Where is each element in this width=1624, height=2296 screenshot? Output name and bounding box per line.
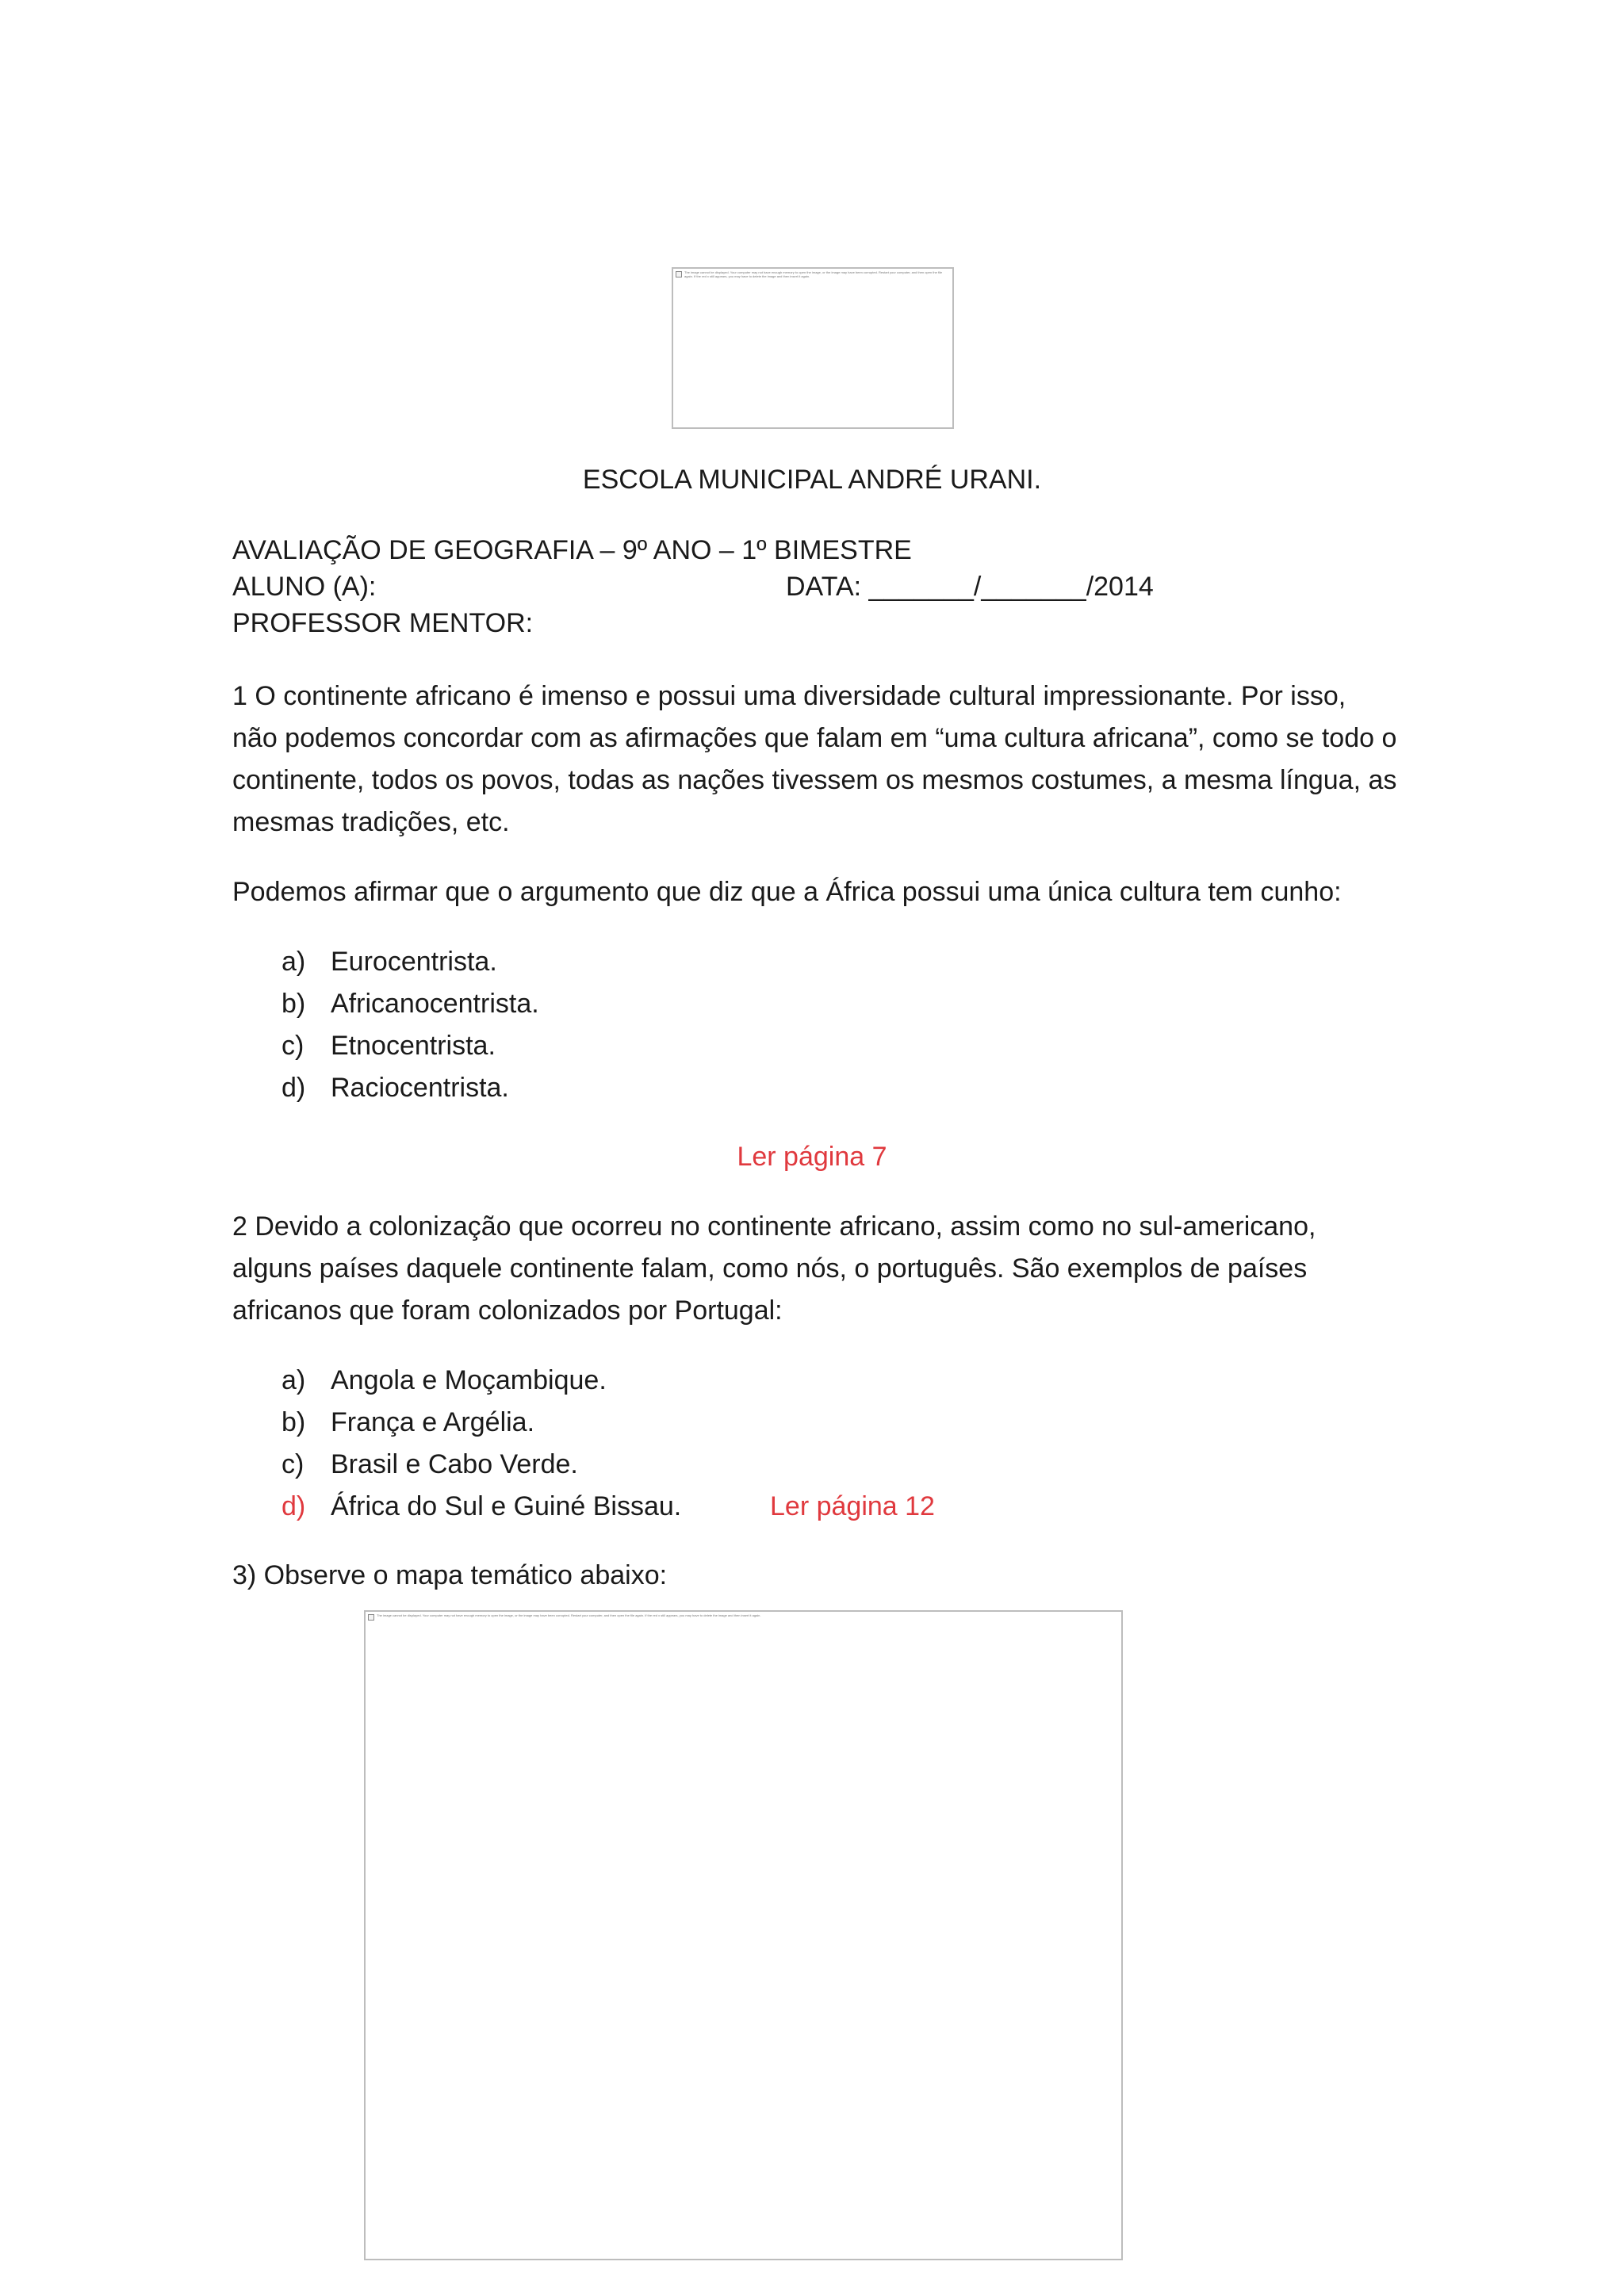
student-label: ALUNO (A): xyxy=(232,572,377,602)
q1-option-a-text: Eurocentrista. xyxy=(331,947,497,977)
q1-option-b-letter: b) xyxy=(282,989,306,1019)
question-1-text: 1 O continente africano é imenso e possui uma diversidade cultural impressionante. Por isso, não podemos concordar com as afirmações que falam em “uma cultura africana”, como se todo o continente, todos os povos, todas as nações tivessem os mesmos costumes, a mesma língua, as mesmas tradições, etc. xyxy=(232,681,1397,837)
q1-option-d-text: Raciocentrista. xyxy=(331,1073,509,1103)
q1-reading-note: Ler página 7 xyxy=(737,1142,887,1172)
q2-option-a-letter: a) xyxy=(282,1365,306,1395)
q2-option-b-text: França e Argélia. xyxy=(331,1407,535,1437)
teacher-label: PROFESSOR MENTOR: xyxy=(232,608,534,638)
question-2-text: 2 Devido a colonização que ocorreu no continente africano, assim como no sul-americano, alguns países daquele continente falam, como nós, o português. São exemplos de países africanos que foram colonizados por Portugal: xyxy=(232,1211,1316,1326)
q2-option-c-letter: c) xyxy=(282,1449,304,1479)
exam-title: AVALIAÇÃO DE GEOGRAFIA – 9º ANO – 1º BIMESTRE xyxy=(232,535,912,565)
logo-placeholder-text: The image cannot be displayed. Your computer may not have enough memory to open the image, or the image may have been corrupted. Restart your computer, and then open the file again. If the red x still appears, you may have to delete the image and then insert it again. xyxy=(684,270,943,278)
broken-image-icon xyxy=(676,271,682,277)
date-field: DATA: _______/_______/2014 xyxy=(786,572,1154,602)
q1-option-c-text: Etnocentrista. xyxy=(331,1031,496,1061)
q1-option-d-letter: d) xyxy=(282,1073,306,1103)
broken-image-icon xyxy=(368,1614,374,1621)
question-1-prompt: Podemos afirmar que o argumento que diz que a África possui uma única cultura tem cunho: xyxy=(232,877,1342,907)
q2-option-c-text: Brasil e Cabo Verde. xyxy=(331,1449,578,1479)
map-placeholder-text: The image cannot be displayed. Your computer may not have enough memory to open the image, or the image may have been corrupted. Restart your computer, and then open the file again. If the red x still appears, you may have to delete the image and then insert it again. xyxy=(377,1613,761,1617)
q2-option-d-letter: d) xyxy=(282,1491,306,1521)
q1-option-a-letter: a) xyxy=(282,947,306,977)
q2-option-d-text: África do Sul e Guiné Bissau. xyxy=(331,1491,682,1521)
question-3-text: 3) Observe o mapa temático abaixo: xyxy=(232,1560,668,1590)
school-name: ESCOLA MUNICIPAL ANDRÉ URANI. xyxy=(582,465,1042,495)
q1-option-b-text: Africanocentrista. xyxy=(331,989,539,1019)
school-logo-image xyxy=(672,267,954,429)
q1-option-c-letter: c) xyxy=(282,1031,304,1061)
q2-reading-note: Ler página 12 xyxy=(770,1491,935,1521)
thematic-map-image xyxy=(364,1610,1123,2260)
q2-option-a-text: Angola e Moçambique. xyxy=(331,1365,607,1395)
q2-option-b-letter: b) xyxy=(282,1407,306,1437)
